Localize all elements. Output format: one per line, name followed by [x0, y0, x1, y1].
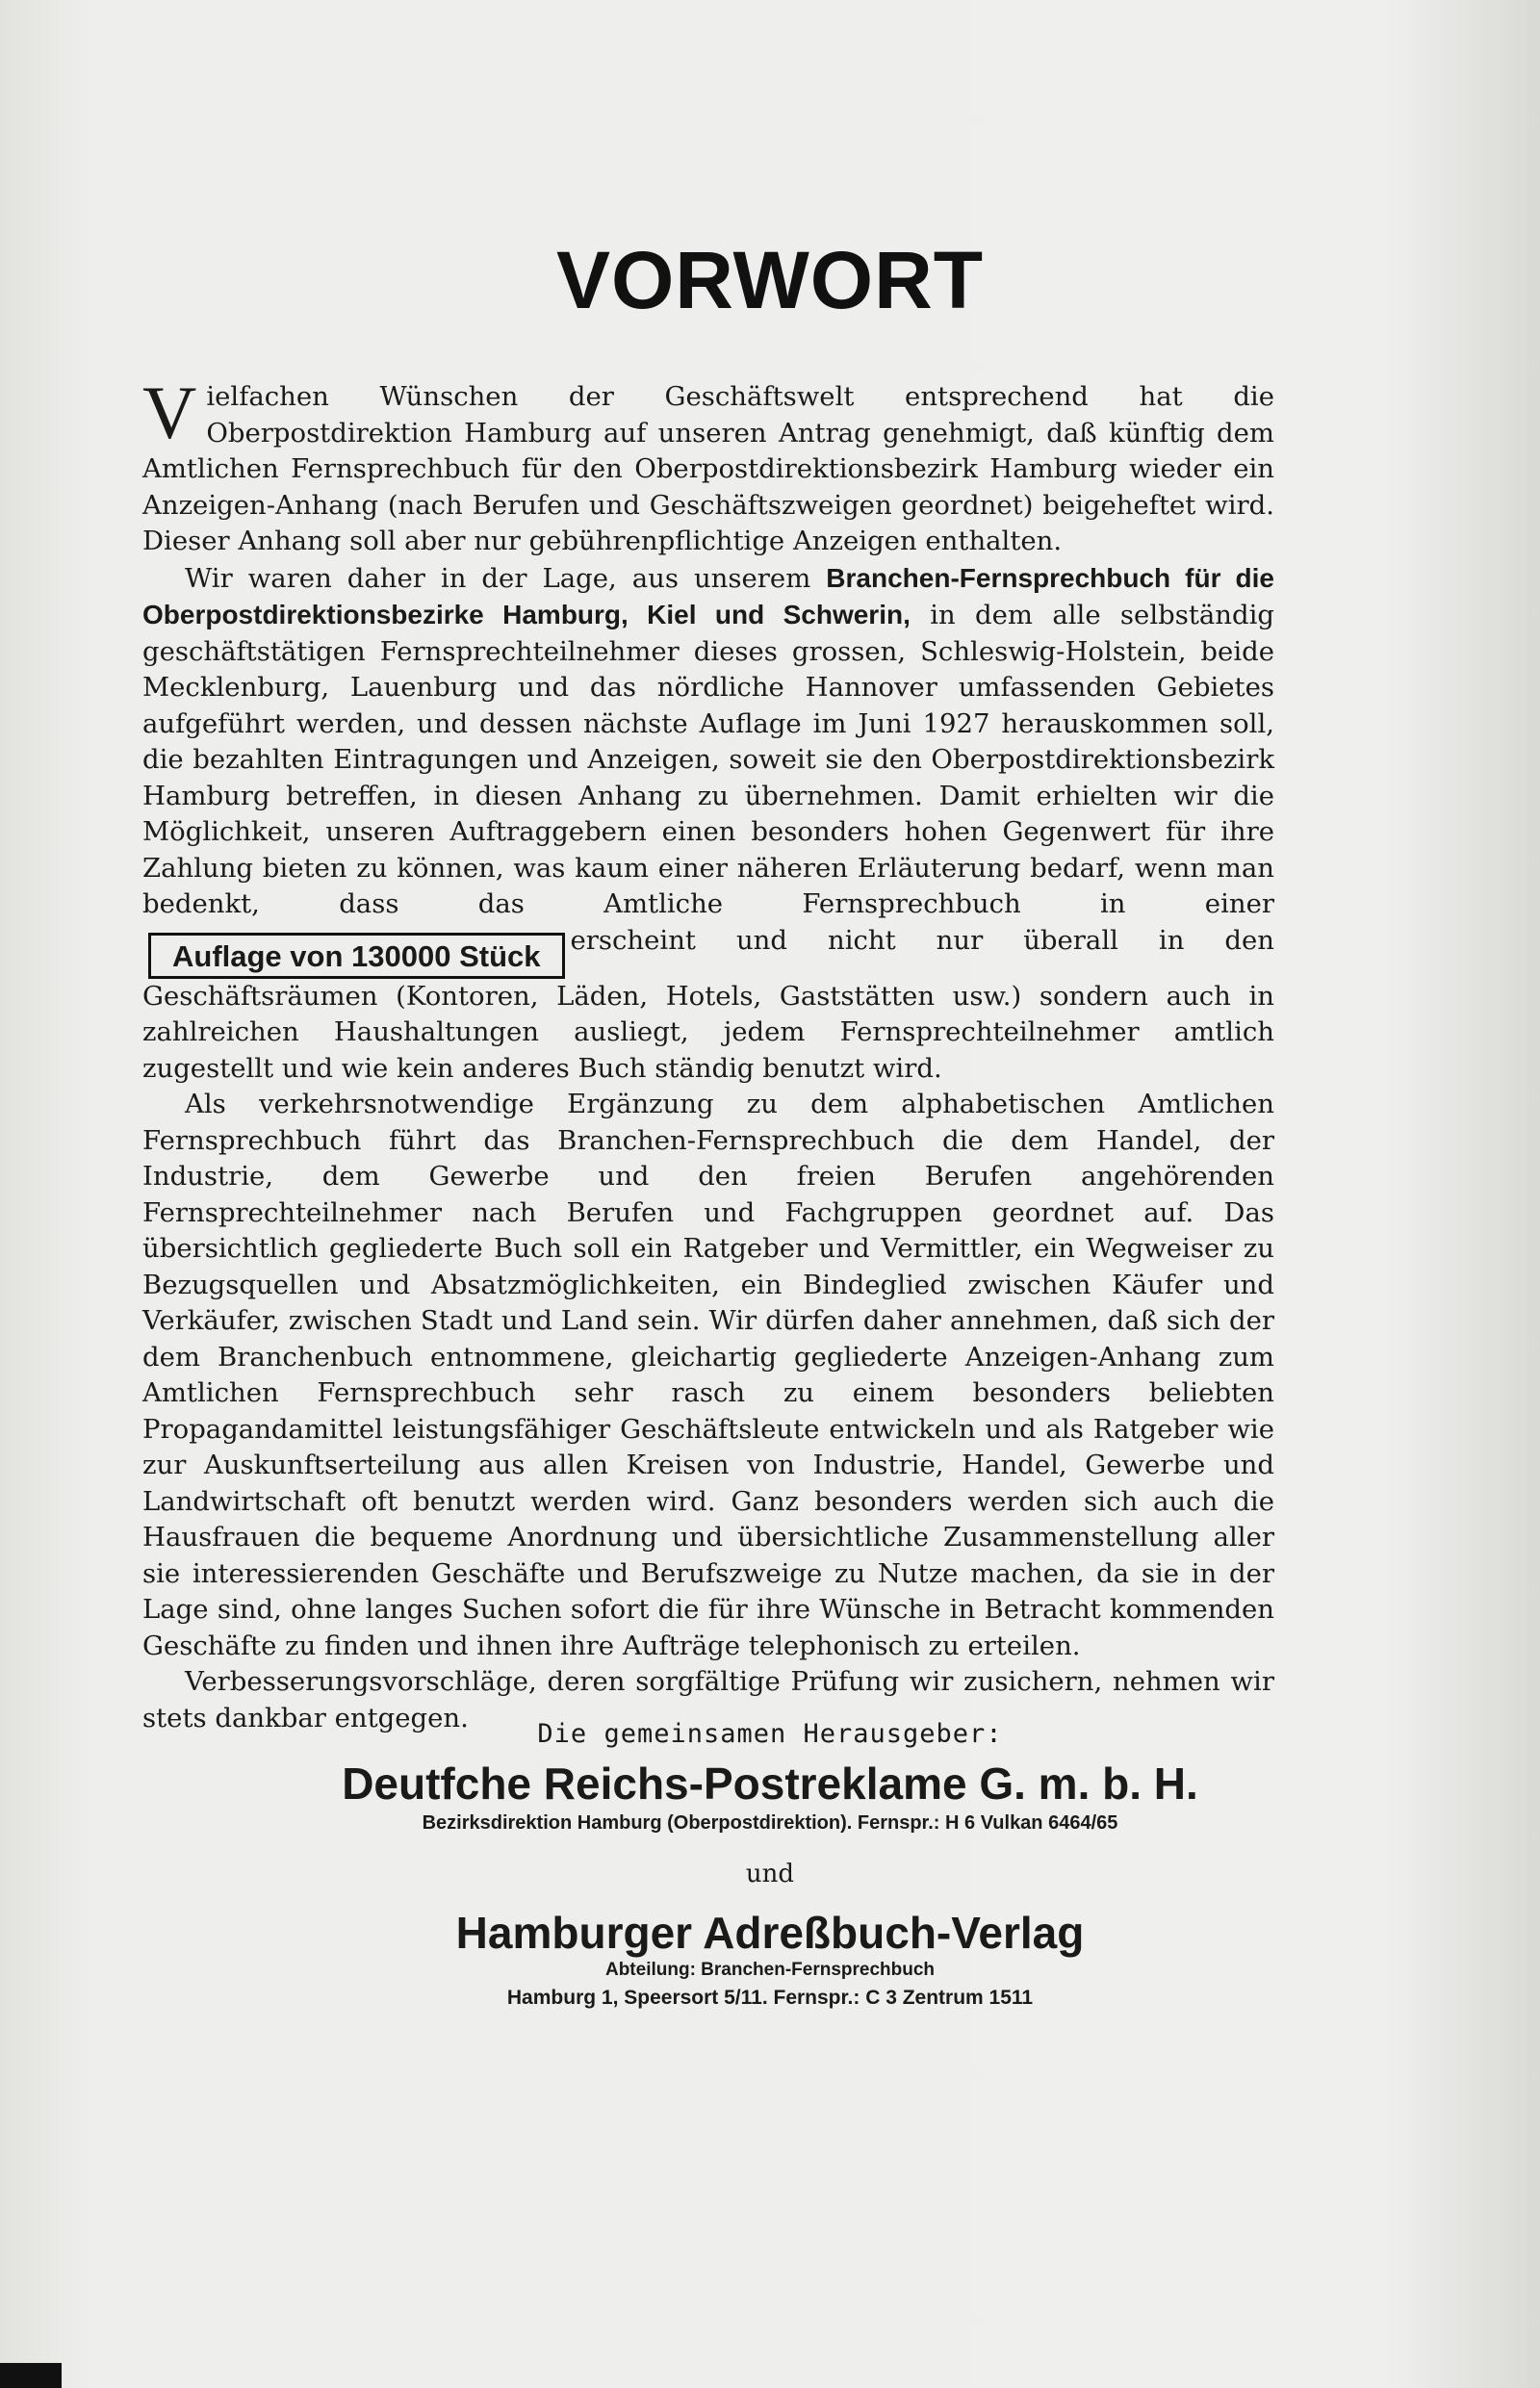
- publisher-block: [0, 1719, 1540, 2010]
- publisher-2-address: Hamburg 1, Speersort 5/11. Fernspr.: C 3 Zentrum 1511: [506, 1987, 1034, 2009]
- publisher-2-department: Abteilung: Branchen-Fernsprechbuch: [604, 1960, 936, 1980]
- publisher-1-address: Bezirksdirektion Hamburg (Oberpostdirektion). Fernspr.: H 6 Vulkan 6464/65: [422, 1812, 1118, 1834]
- circulation-box: Auflage von 130000 Stück: [148, 933, 565, 979]
- publishers-heading: Die gemeinsamen Herausgeber:: [537, 1719, 1003, 1749]
- publisher-2-name: Hamburger Adreßbuch-Verlag: [455, 1908, 1085, 1958]
- paragraph-1-text: ielfachen Wünschen der Geschäftswelt entsprechend hat die Oberpostdirektion Hamburg auf unseren Antrag genehmigt, daß künftig dem Amtlichen Fernsprechbuch für den Oberpostdirektionsbezirk Hamburg wieder ein Anzeigen-Anhang (nach Berufen und Geschäftszweigen geordnet) beigeheftet wird. Dieser Anhang soll aber nur gebührenpflichtige Anzeigen enthalten.: [142, 381, 1274, 556]
- foreword-body: [142, 371, 1275, 1736]
- publisher-1-name: Deutfche Reichs-Postreklame G. m. b. H.: [342, 1759, 1198, 1809]
- directory-title: Branchen-Fernsprechbuch für die Oberpostdirektionsbezirke Hamburg, Kiel und Schwerin,: [142, 562, 1275, 629]
- paragraph-4: Verbesserungsvorschläge, deren sorgfältige Prüfung wir zusichern, nehmen wir stets dankbar entgegen.: [142, 1666, 1274, 1733]
- paragraph-2: [142, 560, 1274, 1088]
- conjunction: und: [745, 1860, 795, 1888]
- drop-cap: V: [142, 371, 197, 454]
- paragraph-2-text-b: erscheint und nicht nur überall in den Geschäftsräumen (Kontoren, Läden, Hotels, Gaststätten usw.) sondern auch in zahlreichen Haushaltungen ausliegt, jedem Fernsprechteilnehmer amtlich zugestellt und wie kein anderes Buch ständig benutzt wird.: [142, 924, 1274, 1084]
- paragraph-2-text-a: in dem alle selbständig geschäftstätigen Fernsprechteilnehmer dieses grossen, Schleswig-Holstein, beide Mecklenburg, Lauenburg und das nördliche Hannover umfassenden Gebietes aufgeführt werden, und dessen nächste Auflage im Juni 1927 herauskommen soll, die bezahlten Eintragungen und Anzeigen, soweit sie den Oberpostdirektionsbezirk Hamburg betreffen, in diesen Anhang zu übernehmen. Damit erhielten wir die Möglichkeit, unseren Auftraggebern einen besonders hohen Gegenwert für ihre Zahlung bieten zu können, was kaum einer näheren Erläuterung bedarf, wenn man bedenkt, dass das Amtliche Fernsprechbuch in einer: [142, 600, 1274, 919]
- paragraph-1: [142, 371, 1274, 560]
- scan-corner-mark: [0, 2363, 62, 2388]
- paragraph-3: Als verkehrsnotwendige Ergänzung zu dem alphabetischen Amtlichen Fernsprechbuch führt das Branchen-Fernsprechbuch die dem Handel, der Industrie, dem Gewerbe und den freien Berufen angehörenden Fernsprechteilnehmer nach Berufen und Fachgruppen geordnet auf. Das übersichtlich gegliederte Buch soll ein Ratgeber und Vermittler, ein Wegweiser zu Bezugsquellen und Absatzmöglichkeiten, ein Bindeglied zwischen Käufer und Verkäufer, zwischen Stadt und Land sein. Wir dürfen daher annehmen, daß sich der dem Branchenbuch entnommene, gleichartig gegliederte Anzeigen-Anhang zum Amtlichen Fernsprechbuch sehr rasch zu einem besonders beliebten Propagandamittel leistungsfähiger Geschäftsleute entwickeln und als Ratgeber wie zur Auskunftserteilung aus allen Kreisen von Industrie, Handel, Gewerbe und Landwirtschaft oft benutzt werden wird. Ganz besonders werden sich auch die Hausfrauen die bequeme Anordnung und übersichtliche Zusammenstellung aller sie interessierenden Geschäfte und Berufszweige zu Nutze machen, da sie in der Lage sind, ohne langes Suchen sofort die für ihre Wünsche in Betracht kommenden Geschäfte zu finden und ihnen ihre Aufträge telephonisch zu erteilen.: [142, 1089, 1274, 1661]
- page-title: VORWORT: [555, 235, 985, 325]
- paragraph-2-intro: Wir waren daher in der Lage, aus unserem: [185, 562, 811, 594]
